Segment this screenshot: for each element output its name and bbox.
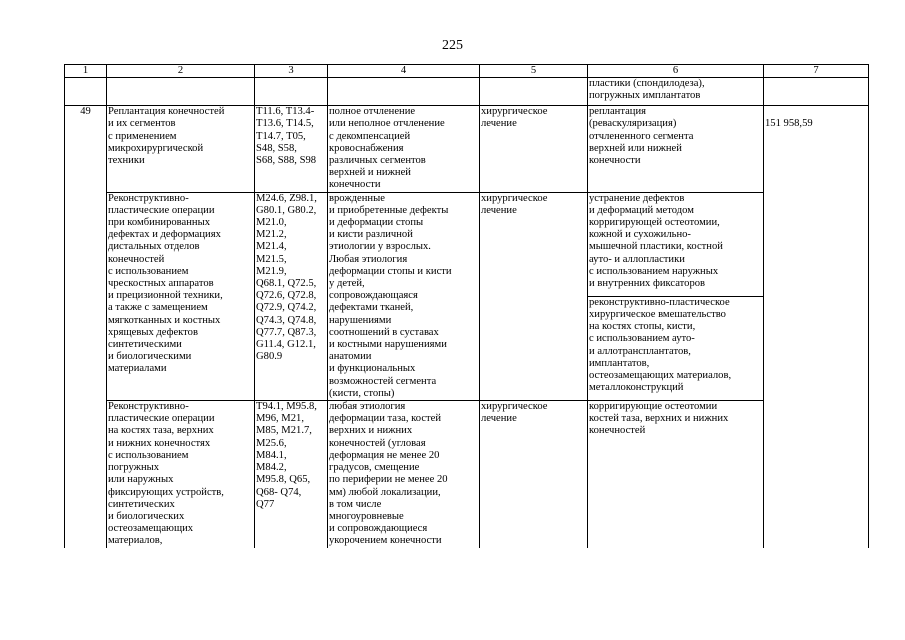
- column-number: 2: [107, 65, 255, 78]
- treatment-type-cell: хирургическое лечение: [480, 192, 588, 400]
- empty-cell: [107, 78, 255, 106]
- treatment-method-cell: пластики (спондилодеза), погружных имплантатов: [588, 78, 764, 106]
- care-type-cell: Реконструктивно- пластические операции на костях таза, верхних и нижних конечностях с использованием погружных или наружных фиксирующих устройств, синтетических и биологических остеозамещающих материалов,: [107, 401, 255, 548]
- cost-cell: 151 958,59: [764, 106, 869, 548]
- treatment-method-cell: реплантация (реваскуляризация) отчлененного сегмента верхней или нижней конечности: [588, 106, 764, 192]
- empty-cell: [480, 78, 588, 106]
- column-number: 1: [65, 65, 107, 78]
- table-row: [65, 192, 869, 296]
- column-number-row: [65, 65, 869, 78]
- column-number: 7: [764, 65, 869, 78]
- column-number: 3: [255, 65, 328, 78]
- care-type-cell: Реплантация конечностей и их сегментов с применением микрохирургической техники: [107, 106, 255, 192]
- icd-codes-cell: T11.6, T13.4- T13.6, T14.5, T14.7, T05, S48, S58, S68, S88, S98: [255, 106, 328, 192]
- empty-cell: [65, 78, 107, 106]
- empty-cell: [255, 78, 328, 106]
- group-number-cell: 49: [65, 106, 107, 548]
- treatment-type-cell: хирургическое лечение: [480, 401, 588, 548]
- column-number: 6: [588, 65, 764, 78]
- treatment-method-cell: реконструктивно-пластическое хирургическое вмешательство на костях стопы, кисти, с использованием ауто- и аллотрансплантатов, имплантатов, остеозамещающих материалов, металлоконструкций: [588, 296, 764, 400]
- treatment-method-cell: устранение дефектов и деформаций методом корригирующей остеотомии, кожной и сухожильно- мышечной пластики, костной ауто- и аллопластики с использованием наружных и внутренних фиксаторов: [588, 192, 764, 296]
- empty-cell: [764, 78, 869, 106]
- patient-model-cell: любая этиология деформации таза, костей верхних и нижних конечностей (угловая деформация не менее 20 градусов, смещение по периферии не менее 20 мм) любой локализации, в том числе многоуровневые и сопровождающиеся укорочением конечности: [328, 401, 480, 548]
- column-number: 4: [328, 65, 480, 78]
- icd-codes-cell: T94.1, M95.8, M96, M21, M85, M21.7, M25.6, M84.1, M84.2, M95.8, Q65, Q68- Q74, Q77: [255, 401, 328, 548]
- empty-cell: [328, 78, 480, 106]
- patient-model-cell: полное отчленение или неполное отчленение с декомпенсацией кровоснабжения различных сегментов верхней и нижней конечности: [328, 106, 480, 192]
- medical-care-table: [64, 64, 869, 548]
- icd-codes-cell: M24.6, Z98.1, G80.1, G80.2, M21.0, M21.2, M21.4, M21.5, M21.9, Q68.1, Q72.5, Q72.6, Q72.8, Q72.9, Q74.2, Q74.3, Q74.8, Q77.7, Q87.3, G11.4, G12.1, G80.9: [255, 192, 328, 400]
- continuation-row: [65, 78, 869, 106]
- treatment-method-cell: корригирующие остеотомии костей таза, верхних и нижних конечностей: [588, 401, 764, 548]
- treatment-type-cell: хирургическое лечение: [480, 106, 588, 192]
- page-number: 225: [442, 38, 463, 53]
- care-type-cell: Реконструктивно- пластические операции при комбинированных дефектах и деформациях дистальных отделов конечностей с использованием чрескостных аппаратов и прецизионной техники, а также с замещением мягкотканных и костных хрящевых дефектов синтетическими и биологическими материалами: [107, 192, 255, 400]
- table-row: [65, 106, 869, 192]
- table-row: [65, 401, 869, 548]
- column-number: 5: [480, 65, 588, 78]
- patient-model-cell: врожденные и приобретенные дефекты и деформации стопы и кисти различной этиологии у взрослых. Любая этиология деформации стопы и кисти у детей, сопровождающаяся дефектами тканей, нарушениями соотношений в суставах и костными нарушениями анатомии и функциональных возможностей сегмента (кисти, стопы): [328, 192, 480, 400]
